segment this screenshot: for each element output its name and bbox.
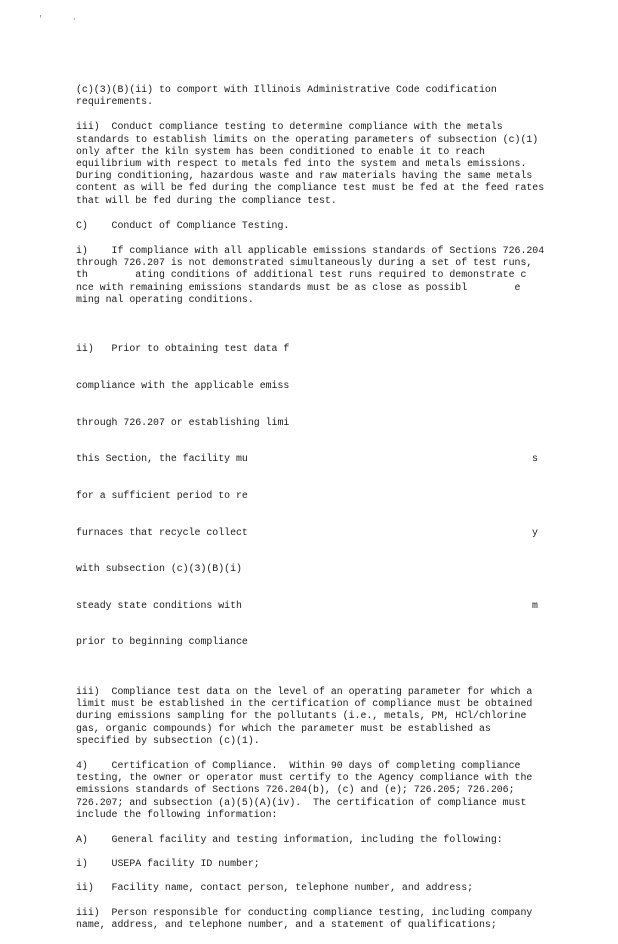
item-person-responsible: iii) Person responsible for conducting compliance testing, including company name, address, and telephone number, and a statement of qualifications; <box>76 906 539 930</box>
partial-line: prior to beginning compliance <box>76 636 248 648</box>
paragraph-metals-testing: iii) Conduct compliance testing to determine compliance with the metals standards to establish limits on the operating parameters of subsection (c)(1) only after the kiln system has been conditioned to enable it to reach equilibrium with respect to metals fed into the system and metals emissions. During conditioning, hazardous waste and raw materials having the same metals content as will be fed during the compliance test must be fed at the feed rates that will be fed during the compliance test. <box>76 121 551 206</box>
partial-line: through 726.207 or establishing limi <box>76 416 290 428</box>
partial-line: ii) Prior to obtaining test data f <box>76 343 290 355</box>
page-mark-mid: · <box>72 15 77 24</box>
page-mark-left: ' <box>38 15 43 24</box>
partial-line: compliance with the applicable emiss <box>76 380 290 392</box>
paragraph-certification-of-compliance: 4) Certification of Compliance. Within 90 days of completing compliance testing, the owner or operator must certify to the Agency compliance with the emissions standards of Sections 726.204(b), (c) and (e); 726.205; 726.206; 726.207; and subsection (a)(5)(A)(iv). The certification of compliance must include the following information: <box>76 759 539 820</box>
partial-line: this Section, the facility mu s <box>76 453 538 465</box>
partial-line: for a sufficient period to re <box>76 489 248 501</box>
paragraph-operating-parameter: iii) Compliance test data on the level of an operating parameter for which a limit must be established in the certification of compliance must be obtained during emissions sampling for the pollutants (i.e., metals, PM, HCl/chlorine gas, organic compounds) for which the parameter must be established as specified by subsection (c)(1). <box>76 685 539 746</box>
partial-obscured-block <box>76 319 546 673</box>
document-body <box>76 84 574 944</box>
item-facility-name-contact: ii) Facility name, contact person, telephone number, and address; <box>76 882 474 894</box>
partial-line: steady state conditions with m <box>76 599 538 611</box>
item-general-facility-info: A) General facility and testing information, including the following: <box>76 833 503 845</box>
partial-line: furnaces that recycle collect y <box>76 526 538 538</box>
heading-conduct-compliance-testing: C) Conduct of Compliance Testing. <box>76 219 290 231</box>
paragraph-simultaneous-compliance: i) If compliance with all applicable emissions standards of Sections 726.204 through 726.207 is not demonstrated simultaneously during a set of test runs, th ating conditions of additional test runs required to demonstrate c nce with remaining emissions standards must be as close as possibl e ming nal operating conditions. <box>76 245 574 305</box>
paragraph-codification: (c)(3)(B)(ii) to comport with Illinois Administrative Code codification requirements. <box>76 84 503 108</box>
partial-line: with subsection (c)(3)(B)(i) <box>76 563 242 575</box>
item-usepa-facility-id: i) USEPA facility ID number; <box>76 858 260 870</box>
